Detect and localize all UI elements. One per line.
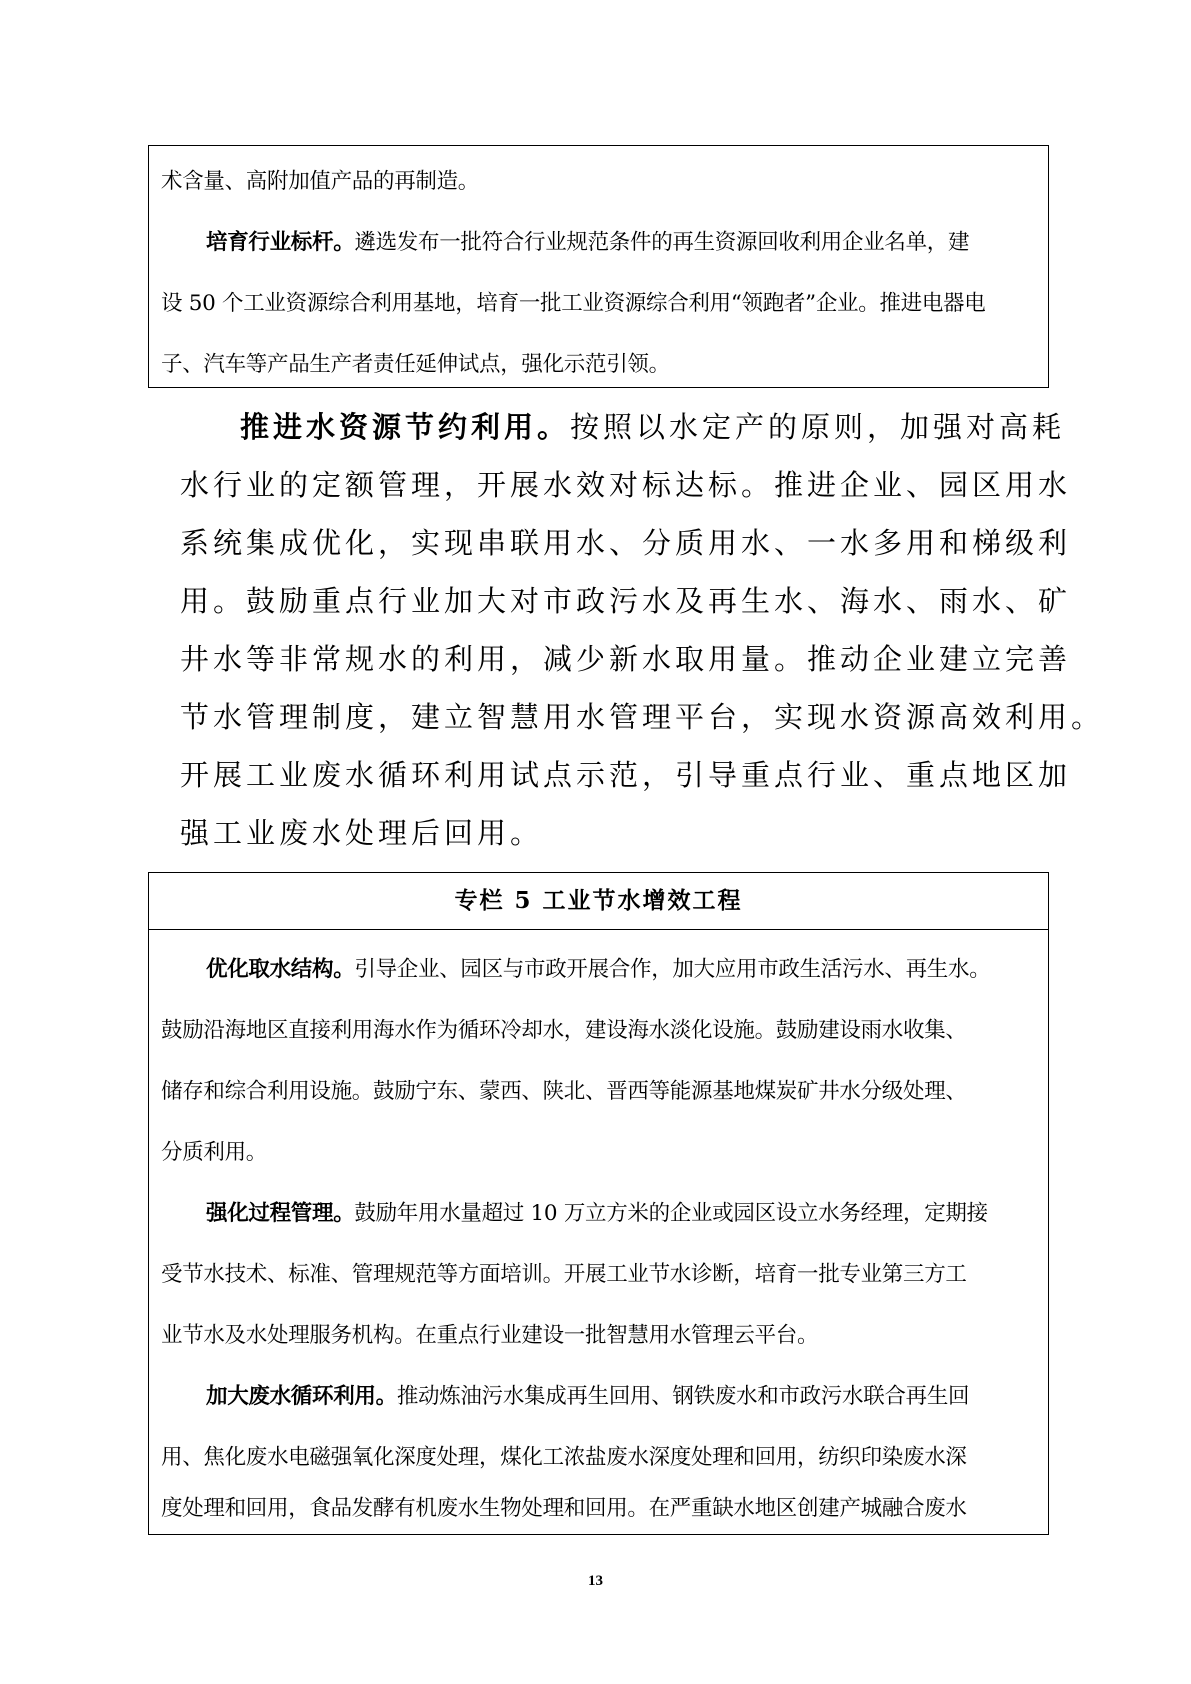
box-line: 子、汽车等产品生产者责任延伸试点，强化示范引领。 bbox=[161, 352, 670, 377]
box-lead-heading: 加大废水循环利用。 bbox=[206, 1384, 397, 1409]
box-lead-heading: 强化过程管理。 bbox=[206, 1201, 355, 1226]
page-number: 13 bbox=[588, 1573, 603, 1589]
box-line: 强化过程管理。鼓励年用水量超过 10 万立方米的企业或园区设立水务经理，定期接 bbox=[206, 1201, 988, 1226]
body-paragraph-line: 推进水资源节约利用。按照以水定产的原则，加强对高耗 bbox=[240, 410, 1066, 444]
box-lead-heading: 优化取水结构。 bbox=[206, 957, 355, 982]
body-paragraph-line: 系统集成优化，实现串联用水、分质用水、一水多用和梯级利 bbox=[180, 526, 1072, 560]
body-paragraph-line: 节水管理制度，建立智慧用水管理平台，实现水资源高效利用。 bbox=[180, 700, 1105, 734]
body-paragraph-line: 井水等非常规水的利用，减少新水取用量。推动企业建立完善 bbox=[180, 642, 1072, 676]
paragraph-heading: 推进水资源节约利用。 bbox=[240, 410, 571, 444]
box-line: 设 50 个工业资源综合利用基地，培育一批工业资源综合利用“领跑者”企业。推进电器电 bbox=[161, 291, 986, 316]
box-line: 培育行业标杆。遴选发布一批符合行业规范条件的再生资源回收利用企业名单，建 bbox=[206, 230, 970, 255]
body-paragraph-line: 用。鼓励重点行业加大对市政污水及再生水、海水、雨水、矿 bbox=[180, 584, 1072, 618]
box-line: 分质利用。 bbox=[161, 1140, 268, 1165]
box-line: 用、焦化废水电磁强氧化深度处理，煤化工浓盐废水深度处理和回用，纺织印染废水深 bbox=[161, 1445, 967, 1470]
text-box-continued bbox=[148, 145, 1049, 388]
box-line: 业节水及水处理服务机构。在重点行业建设一批智慧用水管理云平台。 bbox=[161, 1323, 819, 1348]
column-box-title: 专栏 5 工业节水增效工程 bbox=[149, 873, 1048, 930]
box-lead-heading: 培育行业标杆。 bbox=[206, 230, 355, 255]
body-paragraph-line: 开展工业废水循环利用试点示范，引导重点行业、重点地区加 bbox=[180, 758, 1072, 792]
body-paragraph-line: 强工业废水处理后回用。 bbox=[180, 816, 544, 850]
box-line: 受节水技术、标准、管理规范等方面培训。开展工业节水诊断，培育一批专业第三方工 bbox=[161, 1262, 967, 1287]
box-line: 储存和综合利用设施。鼓励宁东、蒙西、陕北、晋西等能源基地煤炭矿井水分级处理、 bbox=[161, 1079, 967, 1104]
box-line: 加大废水循环利用。推动炼油污水集成再生回用、钢铁废水和市政污水联合再生回 bbox=[206, 1384, 970, 1409]
box-line: 术含量、高附加值产品的再制造。 bbox=[161, 169, 480, 194]
box-line: 优化取水结构。引导企业、园区与市政开展合作，加大应用市政生活污水、再生水。 bbox=[206, 957, 991, 982]
box-line: 鼓励沿海地区直接利用海水作为循环冷却水，建设海水淡化设施。鼓励建设雨水收集、 bbox=[161, 1018, 967, 1043]
box-line: 度处理和回用，食品发酵有机废水生物处理和回用。在严重缺水地区创建产城融合废水 bbox=[161, 1496, 967, 1521]
body-paragraph-line: 水行业的定额管理，开展水效对标达标。推进企业、园区用水 bbox=[180, 468, 1072, 502]
column-box-5 bbox=[148, 872, 1049, 1535]
